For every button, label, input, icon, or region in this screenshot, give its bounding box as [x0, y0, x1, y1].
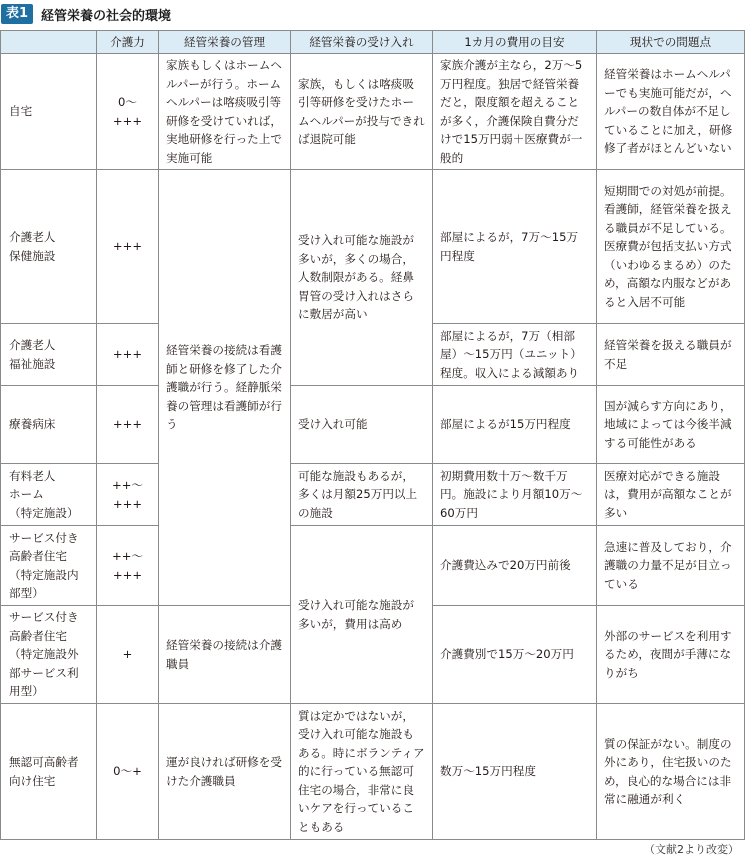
table-row: [1, 170, 745, 324]
row-facility-name: サービス付き 高齢者住宅 （特定施設内 部型）: [1, 526, 97, 606]
row-management: 家族もしくはホームヘルパーが行う。ホームヘルパーは喀痰吸引等研修を受けていれば，実地研修を行った上で実施可能: [159, 54, 291, 170]
row-acceptance: 受け入れ可能: [291, 386, 433, 464]
row-issues: 外部のサービスを利用するため，夜間が手薄になりがち: [597, 606, 745, 704]
merged-acceptance-cell: 受け入れ可能な施設が多いが，費用は高め: [291, 526, 433, 704]
table-row: [1, 464, 745, 526]
header-acceptance: 経管栄養の受け入れ: [291, 31, 433, 54]
header-monthly-cost: 1カ月の費用の目安: [433, 31, 597, 54]
row-issues: 経管栄養はホームヘルパーでも実施可能だが，ヘルパーの数自体が不足していることに加え，研修修了者がほとんどいない: [597, 54, 745, 170]
row-management: 運が良ければ研修を受けた介護職員: [159, 704, 291, 840]
row-management: 経管栄養の接続は介護職員: [159, 606, 291, 704]
table-row: [1, 386, 745, 464]
row-care-capacity: +++: [97, 386, 159, 464]
row-monthly-cost: 数万～15万円程度: [433, 704, 597, 840]
row-facility-name: 自宅: [1, 54, 97, 170]
row-acceptance: 可能な施設もあるが，多くは月額25万円以上の施設: [291, 464, 433, 526]
row-issues: 急速に普及しており，介護職の力量不足が目立っている: [597, 526, 745, 606]
row-facility-name: 介護老人 保健施設: [1, 170, 97, 324]
table-header-row: [1, 31, 745, 54]
table-row: [1, 704, 745, 840]
source-note: （文献2より改変）: [644, 843, 739, 856]
row-facility-name: 有料老人 ホーム （特定施設）: [1, 464, 97, 526]
row-acceptance: 家族，もしくは喀痰吸引等研修を受けたホームヘルパーが投与できれば退院可能: [291, 54, 433, 170]
row-monthly-cost: 部屋によるが，7万～15万円程度: [433, 170, 597, 324]
table-row: [1, 526, 745, 606]
row-issues: 質の保証がない。制度の外にあり，住宅扱いのため，良心的な場合には非常に融通が利く: [597, 704, 745, 840]
table-number-badge: 表1: [1, 4, 33, 24]
row-care-capacity: +: [97, 606, 159, 704]
row-facility-name: 療養病床: [1, 386, 97, 464]
header-issues: 現状での問題点: [597, 31, 745, 54]
merged-management-cell: 経管栄養の接続は看護師と研修を修了した介護職が行う。経静脈栄養の管理は看護師が行う: [159, 170, 291, 606]
header-care-capacity: 介護力: [97, 31, 159, 54]
environment-table: [0, 30, 745, 840]
row-issues: 短期間での対処が前提。看護師，経管栄養を扱える職員が不足している。医療費が包括支払い方式（いわゆるまるめ）のため，高額な内服などがあると入居不可能: [597, 170, 745, 324]
row-care-capacity: +++: [97, 324, 159, 386]
row-care-capacity: ++～ +++: [97, 464, 159, 526]
row-facility-name: サービス付き 高齢者住宅 （特定施設外 部サービス利 用型）: [1, 606, 97, 704]
row-monthly-cost: 介護費別で15万～20万円: [433, 606, 597, 704]
row-monthly-cost: 部屋によるが，7万（相部屋）～15万円（ユニット）程度。収入による減額あり: [433, 324, 597, 386]
header-blank: [1, 31, 97, 54]
row-monthly-cost: 初期費用数十万～数千万円。施設により月額10万～60万円: [433, 464, 597, 526]
row-issues: 経管栄養を扱える職員が不足: [597, 324, 745, 386]
table-row: [1, 54, 745, 170]
row-facility-name: 無認可高齢者 向け住宅: [1, 704, 97, 840]
row-care-capacity: +++: [97, 170, 159, 324]
row-acceptance: 質は定かではないが，受け入れ可能な施設もある。時にボランティア的に行っている無認可住宅の場合，非常に良いケアを行っていることもある: [291, 704, 433, 840]
row-monthly-cost: 介護費込みで20万円前後: [433, 526, 597, 606]
row-issues: 国が減らす方向にあり，地域によっては今後半減する可能性がある: [597, 386, 745, 464]
row-care-capacity: ++～ +++: [97, 526, 159, 606]
row-issues: 医療対応ができる施設は，費用が高額なことが多い: [597, 464, 745, 526]
row-care-capacity: 0～+: [97, 704, 159, 840]
header-management: 経管栄養の管理: [159, 31, 291, 54]
row-facility-name: 介護老人 福祉施設: [1, 324, 97, 386]
merged-acceptance-cell: 受け入れ可能な施設が多いが，多くの場合，人数制限がある。経鼻胃管の受け入れはさらに敷居が高い: [291, 170, 433, 386]
table-title: 経管栄養の社会的環境: [41, 8, 172, 24]
row-monthly-cost: 部屋によるが15万円程度: [433, 386, 597, 464]
table-caption: [0, 3, 171, 25]
row-care-capacity: 0～ +++: [97, 54, 159, 170]
row-monthly-cost: 家族介護が主なら，2万～5万円程度。独居で経管栄養だと，限度額を超えることが多く，介護保険自費分だけで15万円弱＋医療費が一般的: [433, 54, 597, 170]
